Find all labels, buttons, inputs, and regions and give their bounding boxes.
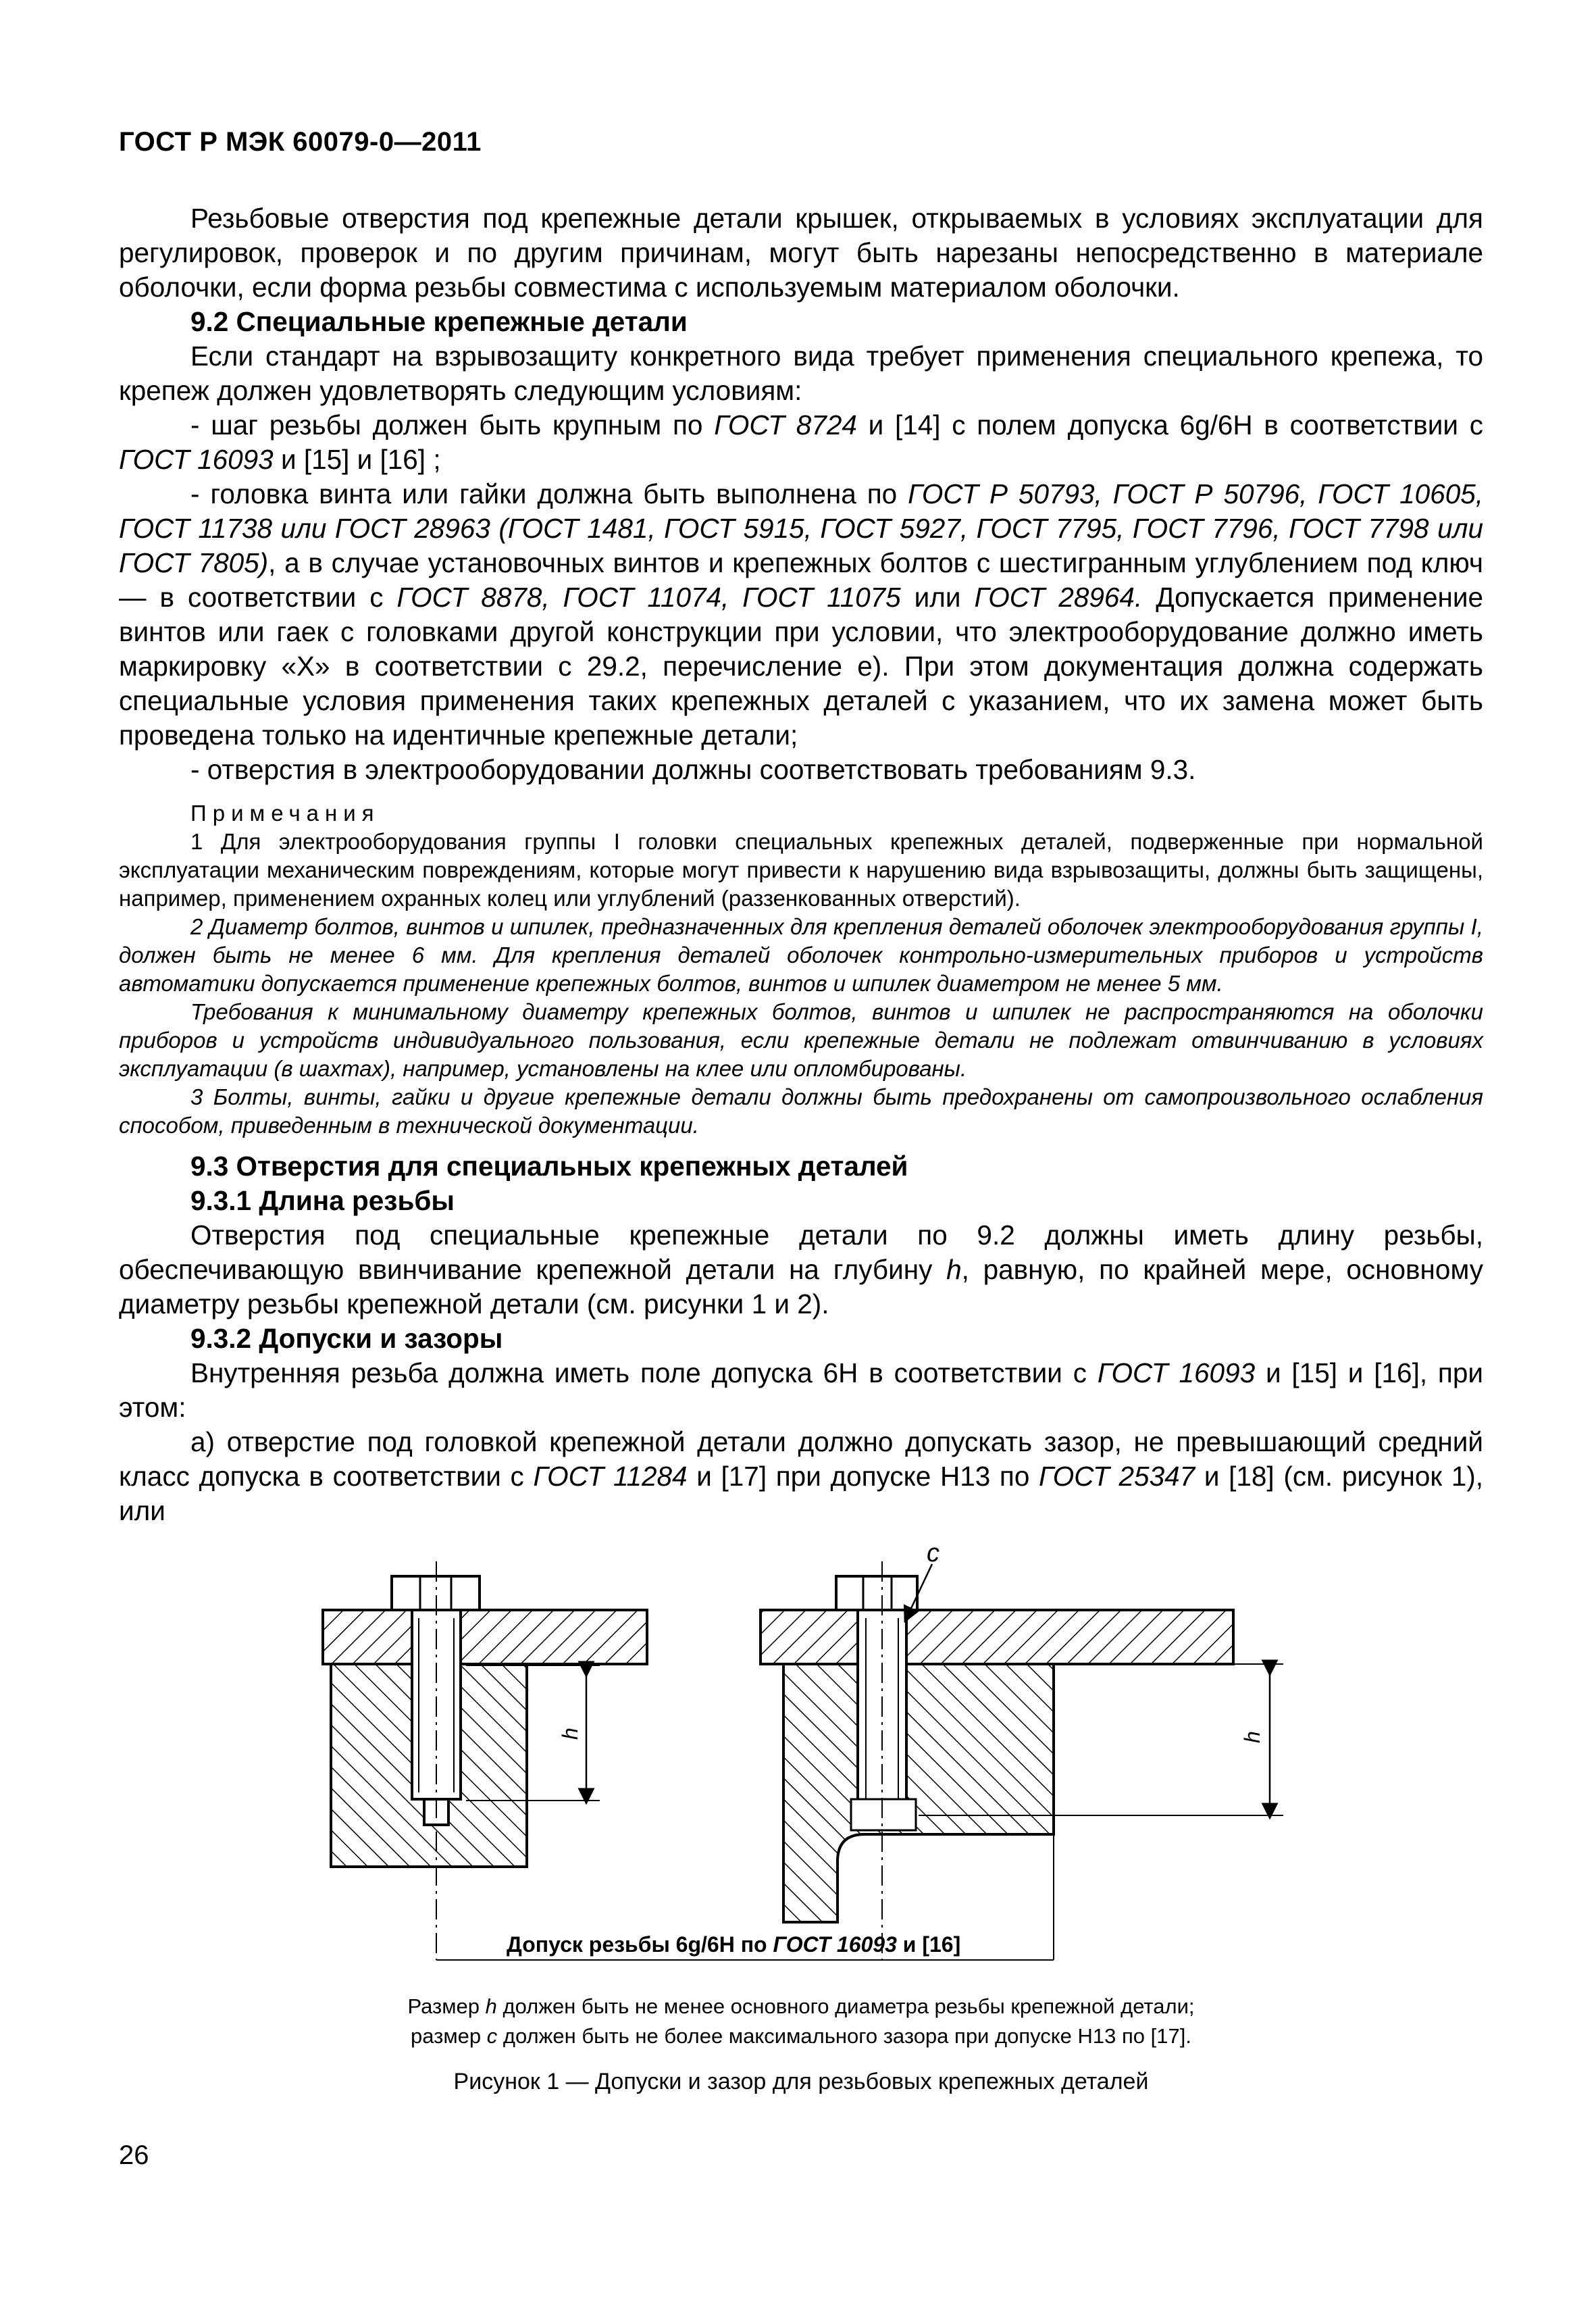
figure-1 — [311, 1537, 1304, 1969]
label-c: c — [927, 1539, 939, 1567]
note-3: 3 Болты, винты, гайки и другие крепежные детали должны быть предохранены от самопроизвольного ослабления способом, приведенным в технической документации. — [119, 1084, 1483, 1138]
paragraph-internal-thread: Внутренняя резьба должна иметь поле допуска 6H в соответствии с ГОСТ 16093 и [15] и [16], при этом: — [119, 1357, 1483, 1423]
paragraph-threaded-holes: Резьбовые отверстия под крепежные детали крышек, открываемых в условиях эксплуатации для регулировок, проверок и по другим причинам, могут быть нарезаны непосредственно в материале оболочки, если форма резьбы совместима с используемым материалом оболочки. — [119, 203, 1483, 303]
cover-plate-right — [761, 1610, 1233, 1664]
right-assembly — [761, 1539, 1283, 1960]
label-h-right: h — [1240, 1731, 1264, 1743]
cover-plate-left — [323, 1610, 647, 1664]
notes-block — [119, 799, 1483, 1140]
list-item-head-design: - головка винта или гайки должна быть выполнена по ГОСТ Р 50793, ГОСТ Р 50796, ГОСТ 10605, ГОСТ 11738 или ГОСТ 28963 (ГОСТ 1481, ГОСТ 5915, ГОСТ 5927, ГОСТ 7795, ГОСТ 7796, ГОСТ 7798 или ГОСТ 7805), а в случае установочных винтов и крепежных болтов с шестигранным углублением под ключ — в соответствии с ГОСТ 8878, ГОСТ 11074, ГОСТ 11075 или ГОСТ 28964. Допускается применение винтов или гаек с головками другой конструкции при условии, что электрооборудование должно иметь маркировку «Х» в соответствии с 29.2, перечисление е). При этом документация должна содержать специальные условия применения таких крепежных деталей с указанием, что их замена может быть проведена только на идентичные крепежные детали; — [119, 478, 1483, 751]
left-assembly — [323, 1561, 647, 1960]
tolerance-label: Допуск резьбы 6g/6H по ГОСТ 16093 и [16] — [507, 1932, 961, 1957]
section-heading-9-3-2: 9.3.2 Допуски и зазоры — [190, 1323, 503, 1354]
list-item-holes: - отверстия в электрооборудовании должны соответствовать требованиям 9.3. — [190, 754, 1196, 785]
section-heading-9-2: 9.2 Специальные крепежные детали — [190, 306, 688, 337]
fastener-drawing — [311, 1537, 1304, 1969]
page-number: 26 — [119, 2140, 149, 2170]
note-2-continuation: Требования к минимальному диаметру крепежных болтов, винтов и шпилек не распространяются на оболочки приборов и устройств индивидуального пользования, если крепежные детали не подлежат отвинчиванию в условиях эксплуатации (в шахтах), например, установлены на клее или опломбированы. — [119, 999, 1483, 1081]
list-item-thread-pitch: - шаг резьбы должен быть крупным по ГОСТ 8724 и [14] с полем допуска 6g/6H в соответствии с ГОСТ 16093 и [15] и [16] ; — [119, 409, 1483, 475]
notes-heading: Примечания — [190, 801, 380, 826]
paragraph-thread-length: Отверстия под специальные крепежные детали по 9.2 должны иметь длину резьбы, обеспечивающую ввинчивание крепежной детали на глубину h, равную, по крайней мере, основному диаметру резьбы крепежной детали (см. рисунки 1 и 2). — [119, 1219, 1483, 1319]
paragraph-special-fasteners: Если стандарт на взрывозащиту конкретного вида требует применения специального крепежа, то крепеж должен удовлетворять следующим условиям: — [119, 341, 1483, 406]
figure-note-c: размер c должен быть не более максимального зазора при допуске H13 по [17]. — [411, 2024, 1191, 2048]
figure-notes — [119, 1992, 1483, 2051]
section-heading-9-3-1: 9.3.1 Длина резьбы — [190, 1185, 455, 1216]
label-h-left: h — [558, 1728, 582, 1740]
main-text — [119, 201, 1483, 1528]
bolt-head-right — [836, 1576, 917, 1610]
document-header: ГОСТ Р МЭК 60079-0—2011 — [119, 127, 482, 157]
enclosure-wall-right — [783, 1664, 1054, 1922]
figure-caption: Рисунок 1 — Допуски и зазор для резьбовых крепежных деталей — [453, 2069, 1149, 2094]
note-1: 1 Для электрооборудования группы I головки специальных крепежных деталей, подверженные при нормальной эксплуатации механическим повреждениям, которые могут привести к нарушению вида взрывозащиты, должны быть защищены, например, применением охранных колец или углублений (раззенкованных отверстий). — [119, 829, 1483, 911]
paragraph-clearance: а) отверстие под головкой крепежной детали должно допускать зазор, не превышающий средний класс допуска в соответствии с ГОСТ 11284 и [17] при допуске H13 по ГОСТ 25347 и [18] (см. рисунок 1), или — [119, 1426, 1484, 1526]
figure-note-h: Размер h должен быть не менее основного диаметра резьбы крепежной детали; — [407, 1994, 1195, 2018]
note-2: 2 Диаметр болтов, винтов и шпилек, предназначенных для крепления деталей оболочек электрооборудования группы I, должен быть не менее 6 мм. Для крепления деталей оболочек контрольно-измерительных приборов и устройств автоматики допускается применение крепежных болтов, винтов и шпилек диаметром не менее 5 мм. — [119, 914, 1483, 996]
section-heading-9-3: 9.3 Отверстия для специальных крепежных деталей — [190, 1151, 908, 1182]
